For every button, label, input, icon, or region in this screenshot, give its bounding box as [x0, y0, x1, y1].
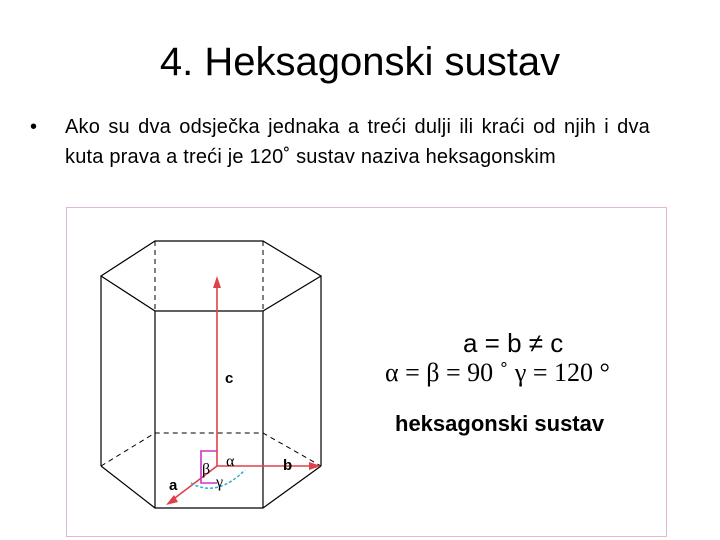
axis-c-arrowhead: [213, 276, 221, 288]
gamma-label: γ: [216, 474, 224, 491]
bullet-marker: •: [30, 116, 38, 138]
bullet-paragraph: [30, 112, 650, 172]
hexagonal-prism-figure: [66, 207, 667, 537]
slide-title: 4. Heksagonski sustav: [159, 40, 561, 84]
top-hexagon: [101, 241, 321, 311]
formula-axis-lengths: a = b ≠ c: [463, 328, 564, 358]
formula-angles: α = β = 90 ˚ γ = 120 °: [385, 358, 610, 387]
figure-caption: heksagonski sustav: [395, 411, 605, 436]
axis-a-label: a: [169, 477, 178, 494]
axis-c-label: c: [225, 370, 234, 387]
axis-b-label: b: [283, 457, 293, 474]
beta-label: β: [202, 461, 211, 478]
axis-b-arrowhead: [309, 462, 321, 470]
bullet-text: Ako su dva odsječka jednaka a treći dulji ili kraći od njih i dva kuta prava a treći je 120˚ sustav naziva heksagonskim: [65, 116, 650, 168]
alpha-label: α: [226, 453, 235, 470]
